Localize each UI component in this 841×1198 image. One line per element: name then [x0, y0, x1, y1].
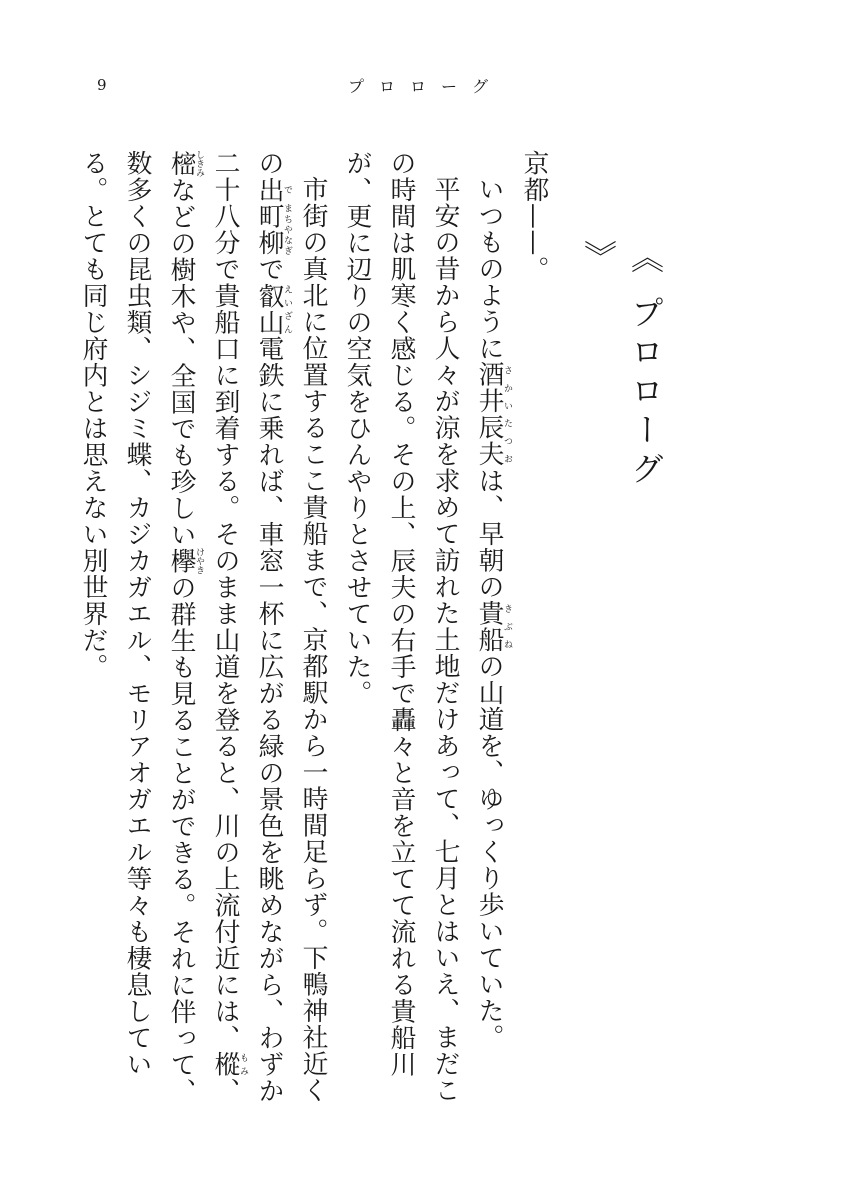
ruby-base: 叡山 — [254, 282, 284, 336]
paragraph-3: 平安の昔から人々が涼を求めて訪れた土地だけあって、七月とはいえ、まだこの時間は肌寒く感じる。その上、辰夫の右手で轟々と音を立てて流れる貴船川が、更に辺りの空気をひんやりとさせていた。 — [342, 150, 460, 1104]
ruby-base: 出 — [254, 176, 284, 203]
ruby-base: 酒井 — [474, 361, 504, 415]
ruby-reading: まちやなぎ — [282, 203, 292, 256]
ruby-reading: えいざん — [282, 282, 292, 336]
ruby-base: 町柳 — [254, 203, 284, 256]
text-run: などの樹木や、全国でも珍しい — [166, 176, 196, 548]
ruby-base: 欅 — [166, 547, 196, 575]
ruby-base: 貴船 — [474, 599, 504, 653]
text-run: で — [254, 256, 284, 283]
ruby-text — [254, 176, 292, 204]
ruby-reading: もみ — [238, 1051, 248, 1078]
body-text — [78, 150, 556, 1110]
paragraph-4 — [71, 150, 335, 1110]
ruby-reading: けやき — [194, 547, 204, 575]
ruby-base: 樒 — [166, 150, 196, 177]
running-header: プロローグ — [348, 77, 504, 96]
ruby-text — [474, 414, 512, 468]
ruby-text — [210, 1051, 248, 1078]
ruby-text — [254, 282, 292, 336]
text-run: 、 — [210, 1077, 240, 1104]
ruby-reading: で — [282, 176, 292, 203]
text-run: は、早朝の — [474, 467, 504, 600]
ruby-text — [166, 547, 204, 575]
ruby-text — [166, 150, 204, 177]
paragraph-2 — [467, 150, 512, 1110]
ruby-reading: たつお — [502, 414, 512, 468]
ruby-text — [474, 361, 512, 415]
ruby-base: 辰夫 — [474, 414, 504, 468]
ruby-text — [254, 203, 292, 256]
text-run: の山道を、ゆっくり歩いていた。 — [474, 652, 504, 1051]
text-run: の群生も見ることができる。それに伴って、数多くの昆虫類、シジミ蝶、カジカガエル、モリアオガエル等々も棲息している。とても同じ府内とは思えない別世界だ。 — [78, 150, 196, 1105]
ruby-reading: さかい — [502, 361, 512, 415]
ruby-reading: きぶね — [502, 599, 512, 653]
ruby-text — [474, 599, 512, 653]
page-number: 9 — [97, 76, 107, 94]
text-run: 市街の真北に位置するここ貴船まで、京都駅から一時間足らず。下鴨神社近くの — [254, 150, 328, 1104]
ruby-reading: しきみ — [194, 150, 204, 177]
text-run: 電鉄に乗れば、車窓一杯に広がる緑の景色を眺めながら、わずか二十八分で貴船口に到着する。そのまま山道を登ると、川の上流付近には、 — [210, 150, 284, 1104]
ruby-base: 樅 — [210, 1051, 240, 1078]
text-run: いつものように — [474, 175, 504, 362]
chapter-title: 《 プロローグ 》 — [579, 240, 665, 491]
paragraph-1: 京都——。 — [519, 150, 549, 283]
